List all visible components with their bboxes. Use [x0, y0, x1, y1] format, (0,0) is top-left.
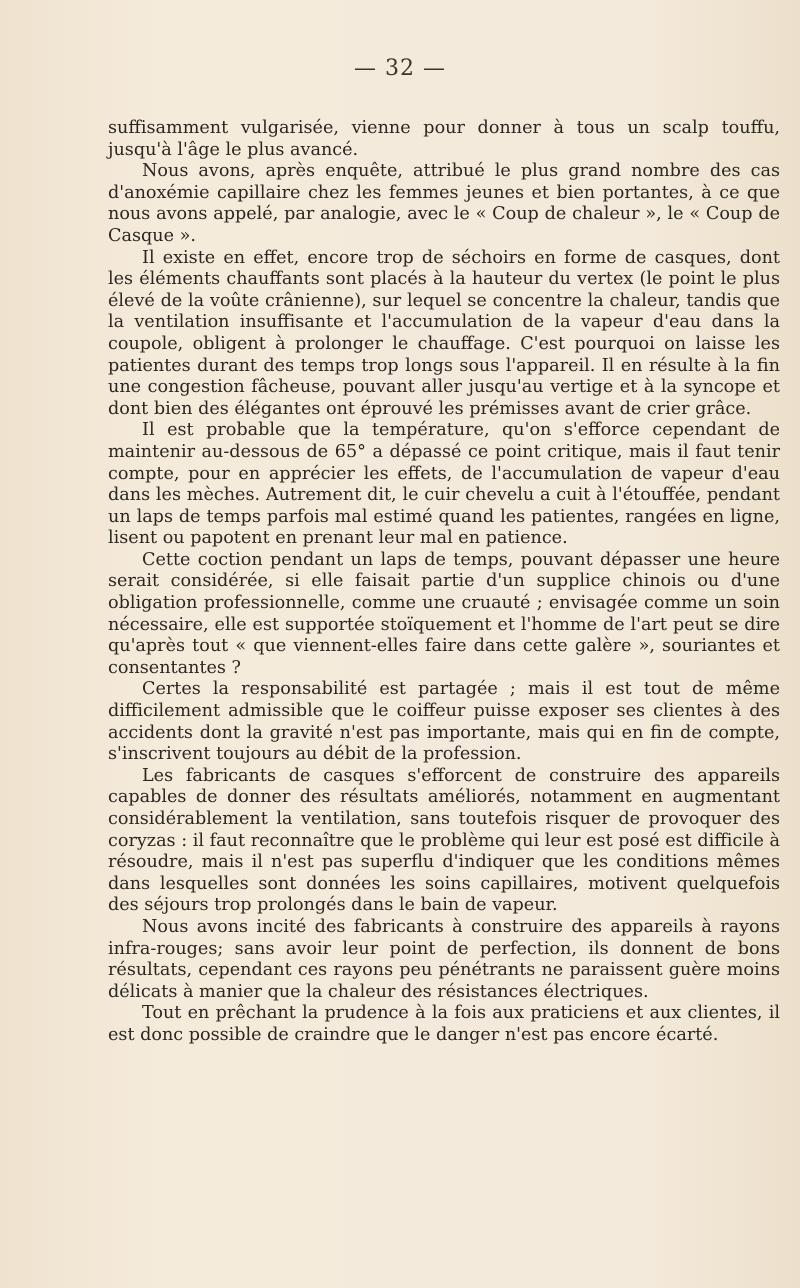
paragraph: Tout en prêchant la prudence à la fois aux praticiens et aux clientes, il est donc possible de craindre que le danger n'est pas encore écarté. [108, 1003, 780, 1045]
paragraph: suffisamment vulgarisée, vienne pour donner à tous un scalp touffu, jusqu'à l'âge le plus avancé. [108, 118, 780, 160]
paragraph: Nous avons, après enquête, attribué le plus grand nombre des cas d'anoxémie capillaire chez les femmes jeunes et bien portantes, à ce que nous avons appelé, par analogie, avec le « Coup de chaleur », le « Coup de Casque ». [108, 161, 780, 246]
page-number: — 32 — [354, 56, 446, 81]
paragraph: Il existe en effet, encore trop de séchoirs en forme de casques, dont les éléments chauffants sont placés à la hauteur du vertex (le point le plus élevé de la voûte crânienne), sur lequel se concentre la chaleur, tandis que la ventilation insuffisante et l'accumulation de la vapeur d'eau dans la coupole, obligent à prolonger le chauffage. C'est pourquoi on laisse les patientes durant des temps trop longs sous l'appareil. Il en résulte à la fin une congestion fâcheuse, pouvant aller jusqu'au vertige et à la syncope et dont bien des élégantes ont éprouvé les prémisses avant de crier grâce. [108, 247, 780, 419]
paragraph: Cette coction pendant un laps de temps, pouvant dépasser une heure serait considérée, si elle faisait partie d'un supplice chinois ou d'une obligation professionnelle, comme une cruauté ; envisagée comme un soin nécessaire, elle est supportée stoïquement et l'homme de l'art peut se dire qu'après tout « que viennent-elles faire dans cette galère », souriantes et consentantes ? [108, 549, 780, 678]
paragraph: Certes la responsabilité est partagée ; mais il est tout de même difficilement admissible que le coiffeur puisse exposer ses clientes à des accidents dont la gravité n'est pas importante, mais qui en fin de compte, s'inscrivent toujours au débit de la profession. [108, 679, 780, 765]
body-text [108, 118, 780, 1047]
paragraph: Nous avons incité des fabricants à construire des appareils à rayons infra-rouges; sans avoir leur point de perfection, ils donnent de bons résultats, cependant ces rayons peu pénétrants ne paraissent guère moins délicats à manier que la chaleur des résistances électriques. [108, 916, 780, 1002]
paragraph: Les fabricants de casques s'efforcent de construire des appareils capables de donner des résultats améliorés, notamment en augmentant considérablement la ventilation, sans toutefois risquer de provoquer des coryzas : il faut reconnaître que le problème qui leur est posé est difficile à résoudre, mais il n'est pas superflu d'indiquer que les conditions mêmes dans lesquelles sont données les soins capillaires, motivent quelquefois des séjours trop prolongés dans le bain de vapeur. [108, 765, 780, 916]
paragraph: Il est probable que la température, qu'on s'efforce cependant de maintenir au-dessous de 65° a dépassé ce point critique, mais il faut tenir compte, pour en apprécier les effets, de l'accumulation de vapeur d'eau dans les mèches. Autrement dit, le cuir chevelu a cuit à l'étouffée, pendant un laps de temps parfois mal estimé quand les patientes, rangées en ligne, lisent ou papotent en prenant leur mal en patience. [108, 420, 780, 549]
